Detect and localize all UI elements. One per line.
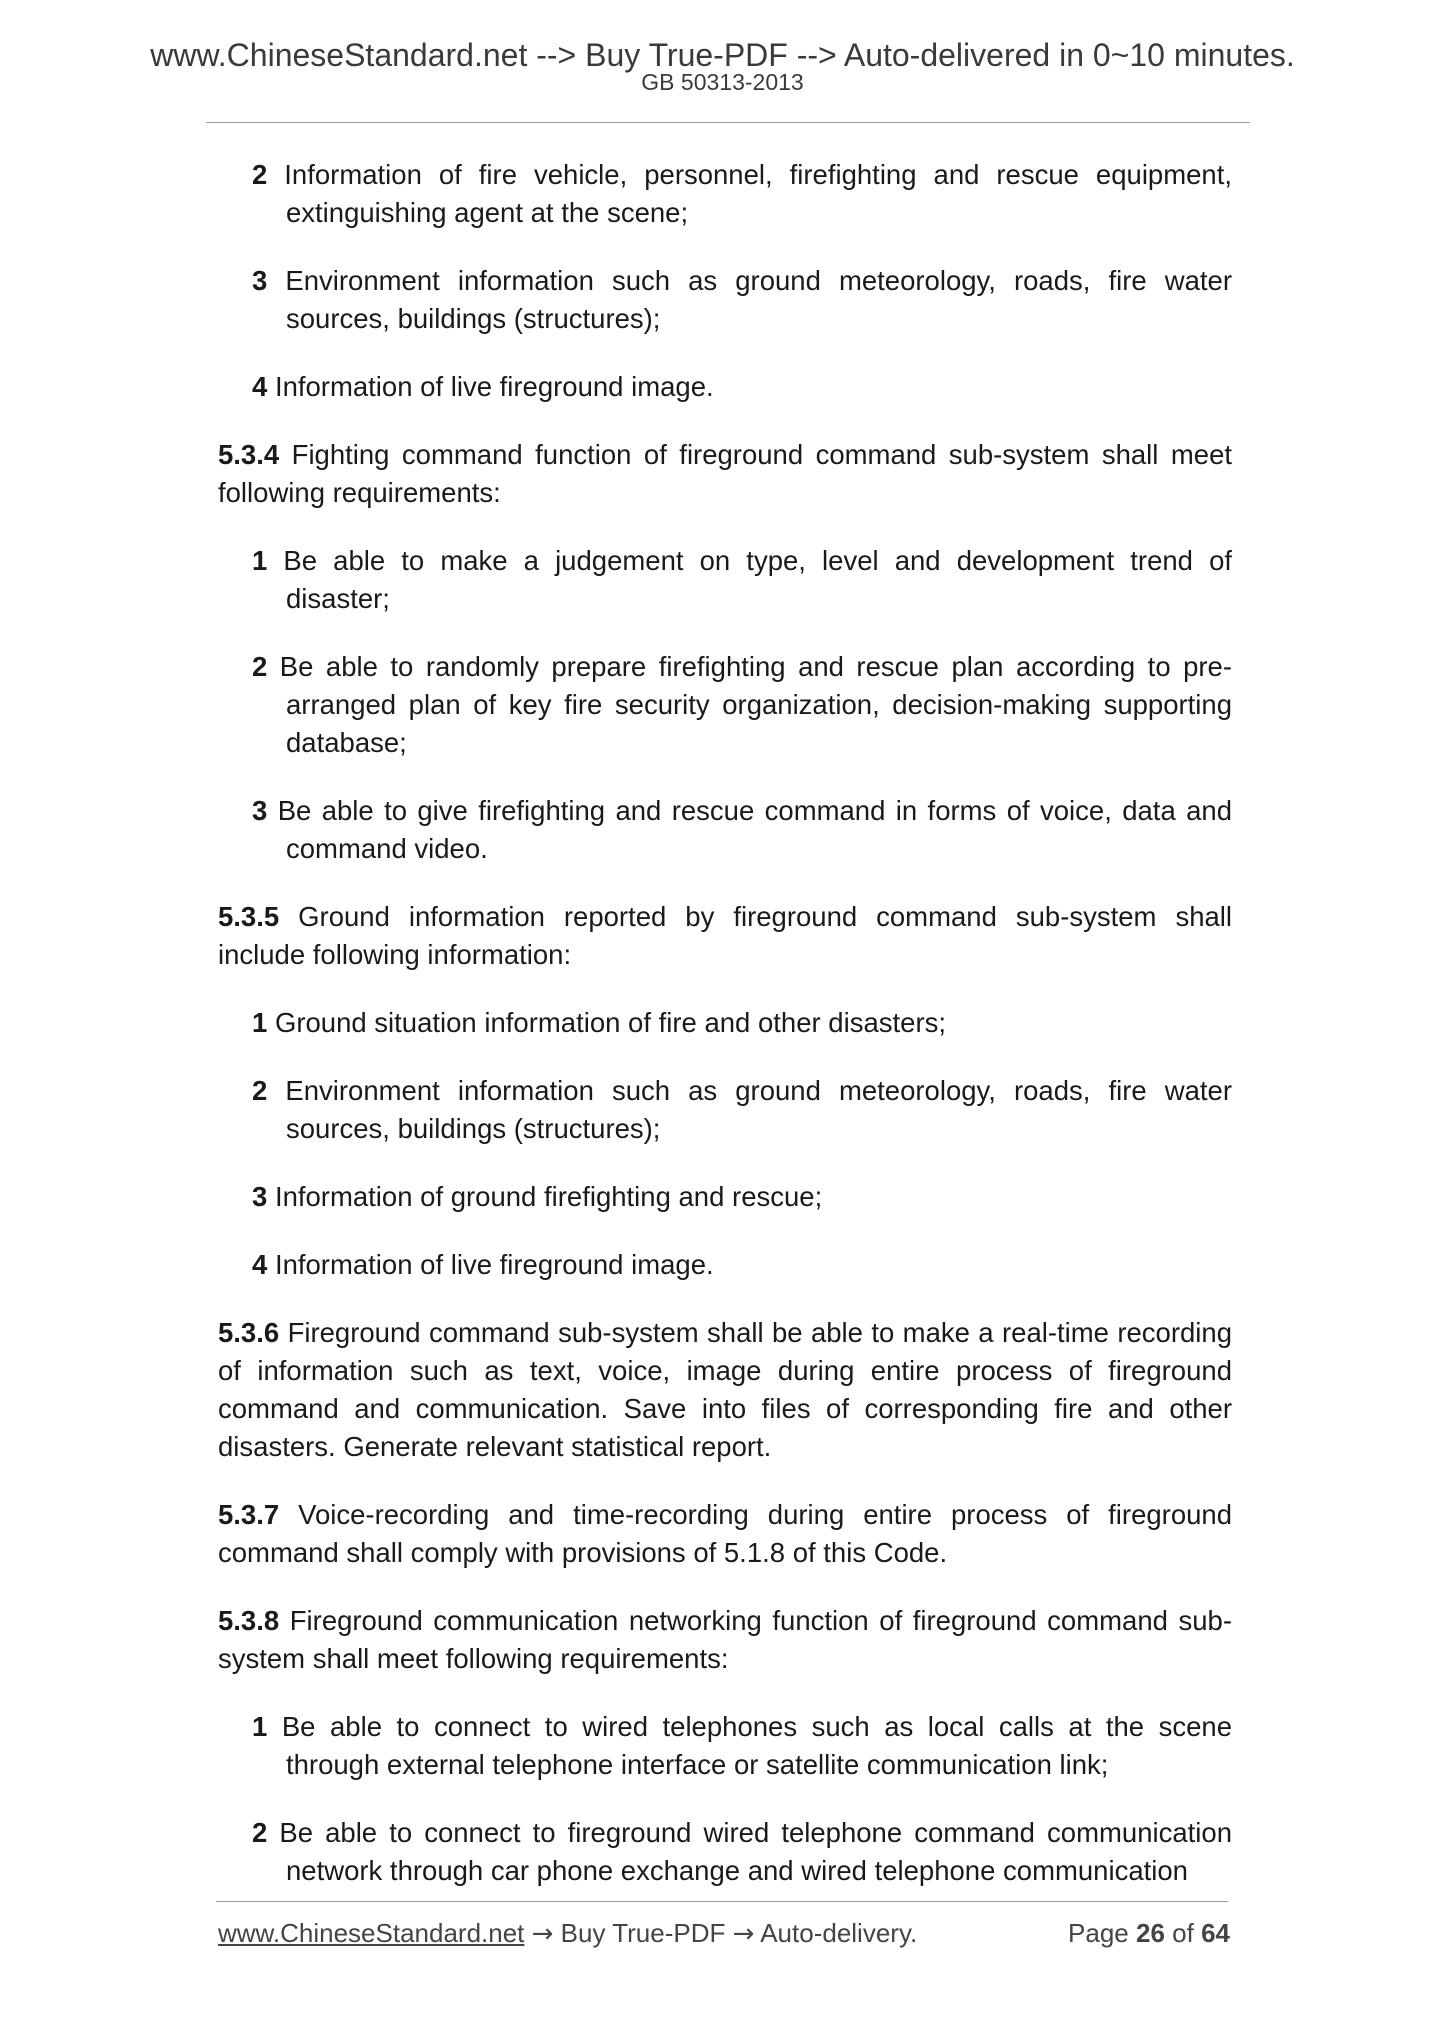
clause-paragraph	[218, 1314, 1232, 1466]
clause-paragraph	[218, 436, 1232, 512]
item-text: Information of live fireground image.	[274, 1249, 714, 1280]
item-number: 4	[252, 371, 268, 402]
list-item	[252, 648, 1232, 762]
page-total: 64	[1201, 1918, 1230, 1948]
page-number	[1068, 1918, 1230, 1949]
item-text: Information of fire vehicle, personnel, firefighting and rescue equipment, extinguishing agent at the scene;	[284, 159, 1233, 228]
item-number: 3	[252, 265, 268, 296]
clause-paragraph	[218, 898, 1232, 974]
item-text: Be able to connect to fireground wired telephone command communication network through car phone exchange and wired telephone communication	[279, 1817, 1233, 1886]
item-number: 3	[252, 795, 268, 826]
list-item	[252, 1072, 1232, 1148]
page-label: Page	[1068, 1918, 1129, 1948]
list-item	[252, 1004, 1232, 1042]
item-number: 1	[252, 1007, 268, 1038]
footer-buy-text: Buy True-PDF	[560, 1918, 726, 1948]
item-number: 2	[252, 1075, 268, 1106]
clause-number: 5.3.7	[218, 1499, 280, 1530]
item-number: 4	[252, 1249, 268, 1280]
item-text: Be able to randomly prepare firefighting and rescue plan according to pre-arranged plan of key fire security organization, decision-making supporting database;	[279, 651, 1233, 758]
header-divider	[206, 122, 1250, 123]
clause-number: 5.3.8	[218, 1605, 280, 1636]
arrow-right-icon: →	[732, 1919, 755, 1949]
clause-text: Fighting command function of fireground command sub-system shall meet following requirements:	[218, 439, 1233, 508]
item-text: Information of live fireground image.	[274, 371, 714, 402]
list-item	[252, 792, 1232, 868]
list-item	[252, 1246, 1232, 1284]
clause-text: Voice-recording and time-recording during entire process of fireground command shall comply with provisions of 5.1.8 of this Code.	[218, 1499, 1232, 1568]
item-number: 2	[252, 651, 268, 682]
list-item	[252, 542, 1232, 618]
item-number: 2	[252, 1817, 268, 1848]
item-text: Ground situation information of fire and other disasters;	[274, 1007, 946, 1038]
clause-paragraph	[218, 1602, 1232, 1678]
item-number: 1	[252, 545, 268, 576]
item-text: Environment information such as ground meteorology, roads, fire water sources, buildings (structures);	[285, 265, 1233, 334]
item-text: Environment information such as ground meteorology, roads, fire water sources, buildings (structures);	[285, 1075, 1233, 1144]
footer-delivery-text: Auto-delivery.	[760, 1918, 918, 1948]
list-item	[252, 1814, 1232, 1890]
page-header	[0, 36, 1445, 94]
list-item	[252, 1708, 1232, 1784]
list-item	[252, 1178, 1232, 1216]
arrow-right-icon: →	[531, 1919, 554, 1949]
item-text: Be able to make a judgement on type, level and development trend of disaster;	[283, 545, 1233, 614]
item-number: 1	[252, 1711, 268, 1742]
clause-number: 5.3.5	[218, 901, 280, 932]
item-text: Be able to give firefighting and rescue command in forms of voice, data and command video.	[277, 795, 1233, 864]
footer-promo	[218, 1918, 917, 1949]
clause-paragraph	[218, 1496, 1232, 1572]
clause-number: 5.3.6	[218, 1317, 280, 1348]
clause-text: Fireground command sub-system shall be able to make a real-time recording of information such as text, voice, image during entire process of fireground command and communication. Save into files of corresponding fire and other disasters. Generate relevant statistical report.	[218, 1317, 1232, 1462]
page-of: of	[1172, 1918, 1194, 1948]
footer-site-link[interactable]: www.ChineseStandard.net	[218, 1918, 525, 1948]
list-item	[252, 368, 1232, 406]
clause-text: Fireground communication networking function of fireground command sub-system shall meet following requirements:	[218, 1605, 1232, 1674]
header-banner[interactable]: www.ChineseStandard.net --> Buy True-PDF --> Auto-delivered in 0~10 minutes.	[150, 37, 1295, 73]
item-text: Information of ground firefighting and rescue;	[274, 1181, 823, 1212]
footer-divider	[216, 1901, 1228, 1902]
page-footer	[218, 1918, 1230, 1958]
clause-text: Ground information reported by fireground command sub-system shall include following information:	[218, 901, 1232, 970]
document-body	[218, 156, 1232, 1890]
item-number: 2	[252, 159, 268, 190]
list-item	[252, 262, 1232, 338]
clause-number: 5.3.4	[218, 439, 280, 470]
standard-code: GB 50313-2013	[641, 69, 804, 95]
page-current: 26	[1136, 1918, 1165, 1948]
item-text: Be able to connect to wired telephones such as local calls at the scene through external telephone interface or satellite communication link;	[281, 1711, 1232, 1780]
list-item	[252, 156, 1232, 232]
item-number: 3	[252, 1181, 268, 1212]
